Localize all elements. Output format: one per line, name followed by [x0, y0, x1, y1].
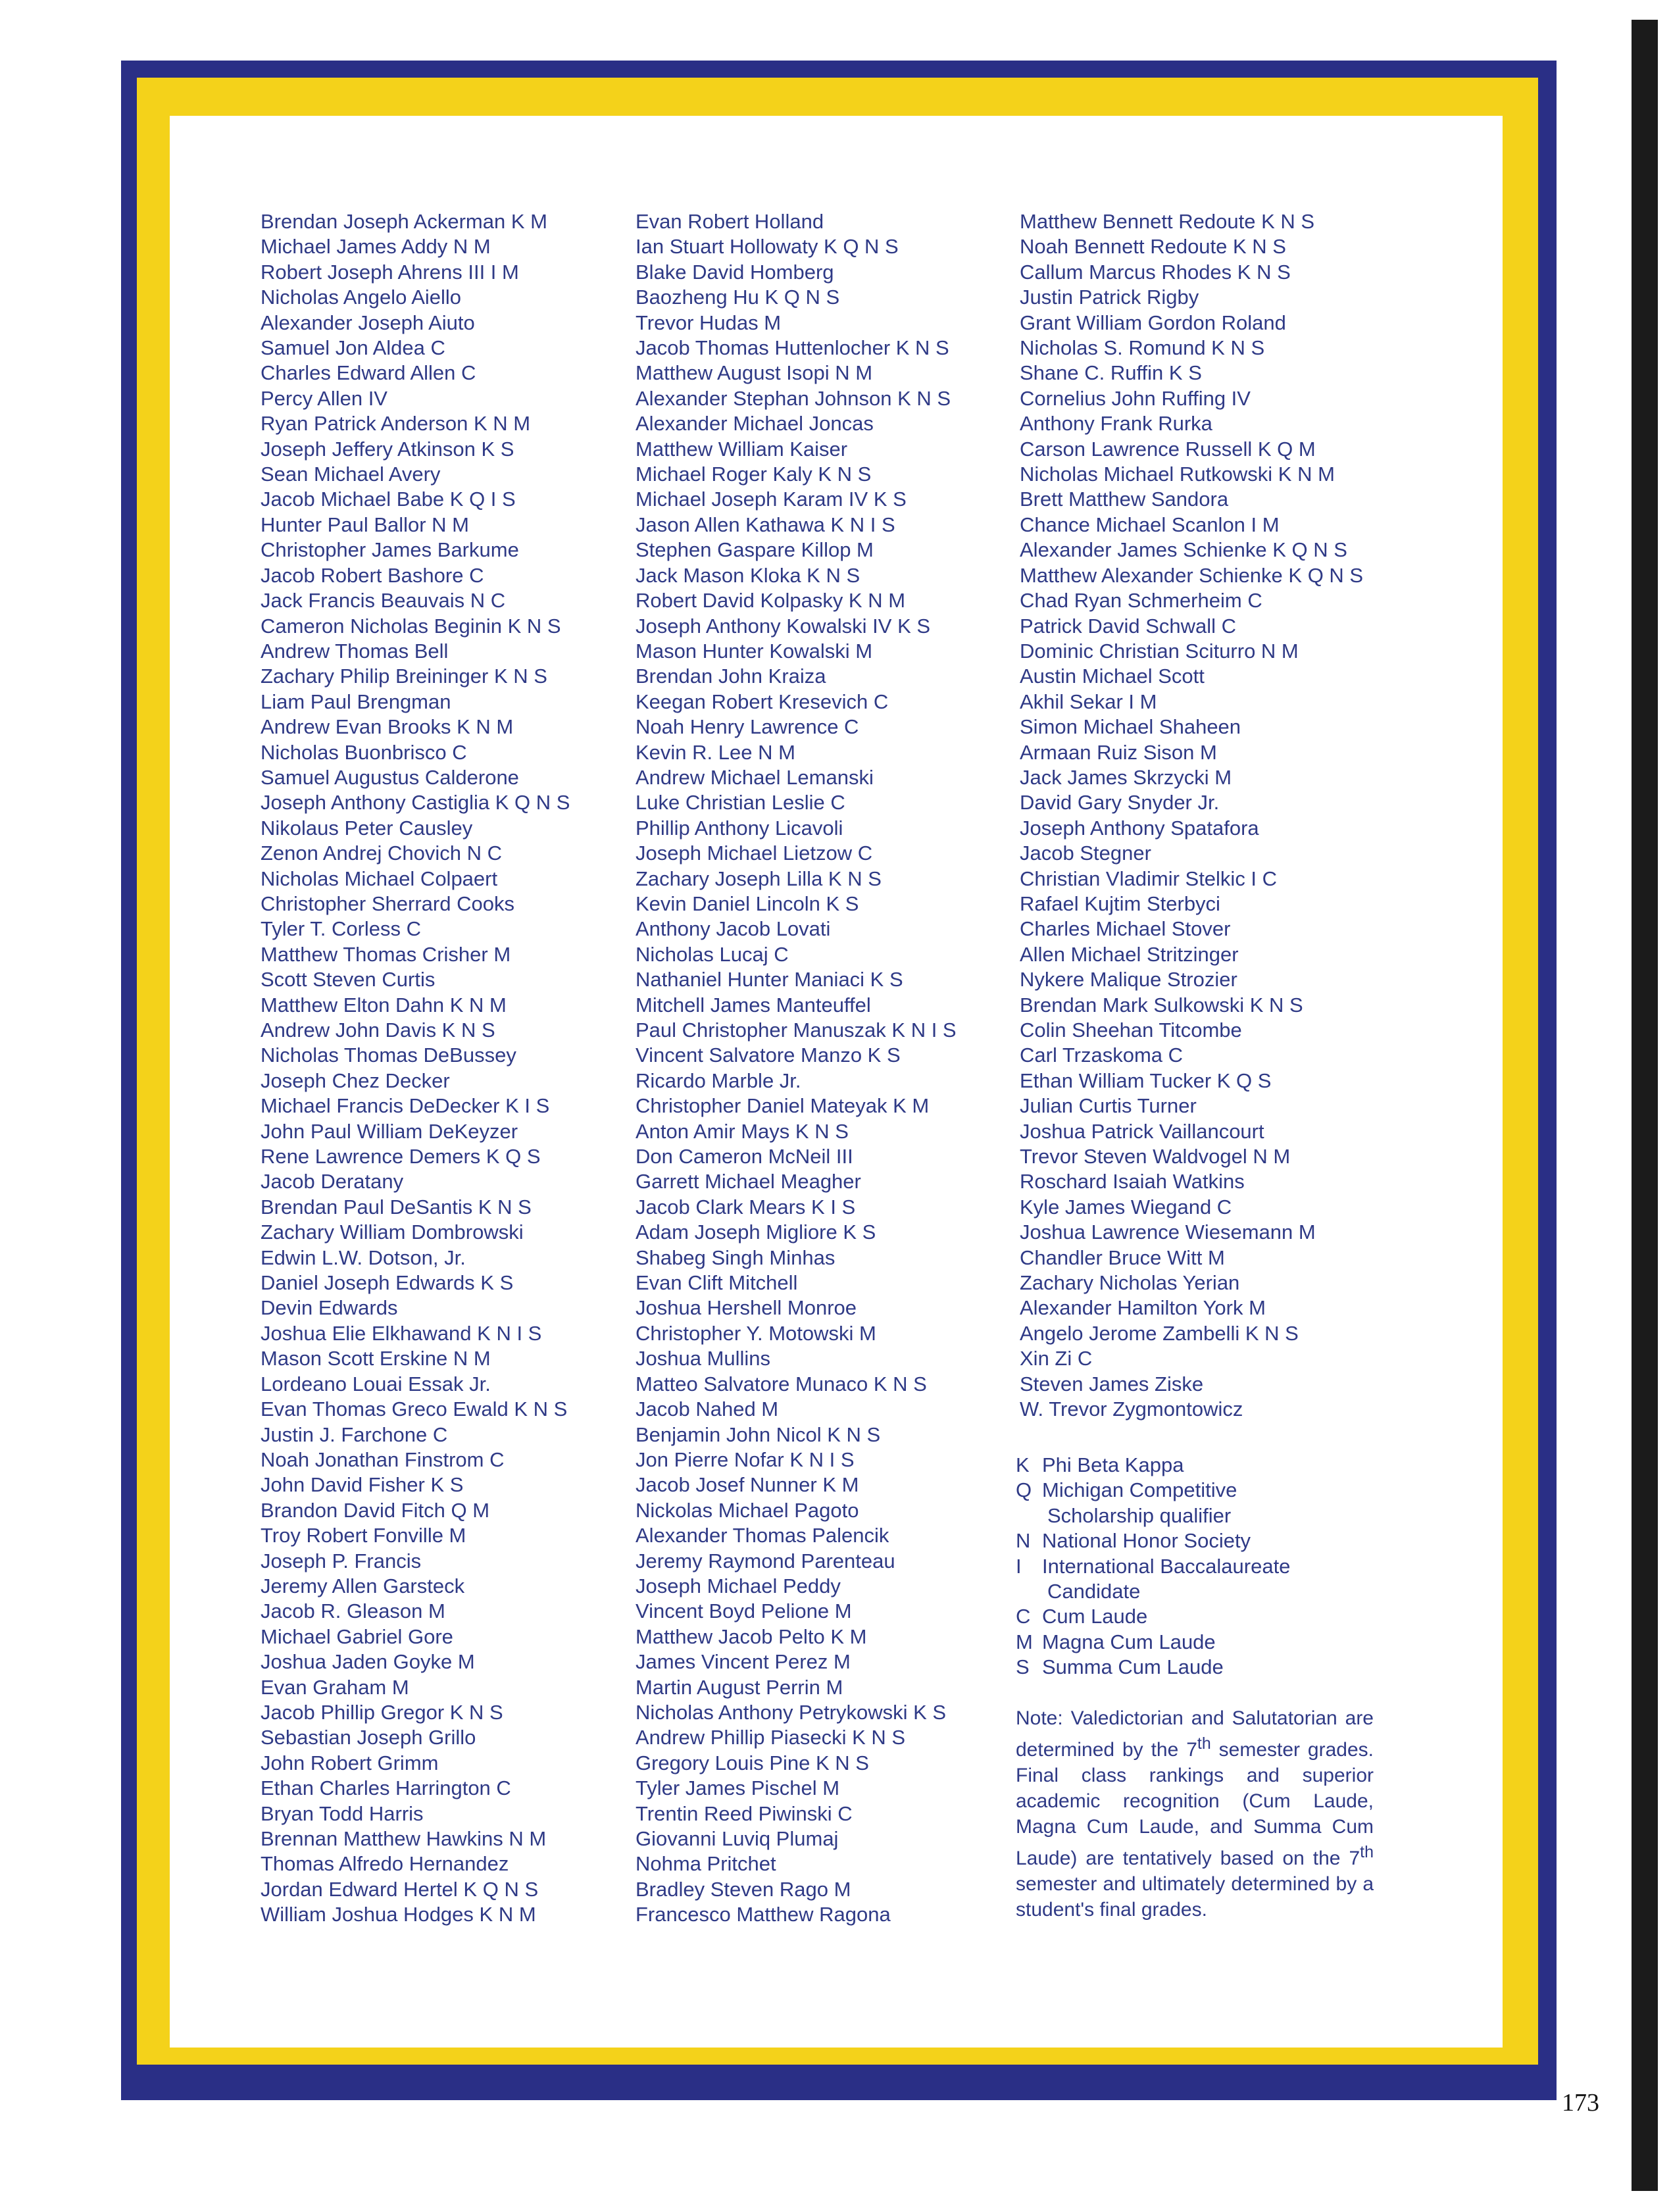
honoree-name: Don Cameron McNeil III	[636, 1145, 853, 1169]
honoree-name: James Vincent Perez M	[636, 1650, 851, 1674]
honoree-name: Chandler Bruce Witt M	[1020, 1245, 1225, 1269]
honoree-name: Christopher Y. Motowski M	[636, 1321, 876, 1345]
legend-code: N	[1016, 1529, 1031, 1553]
honoree-name: Jordan Edward Hertel K Q N S	[261, 1877, 539, 1901]
honoree-name: Joshua Lawrence Wiesemann M	[1020, 1220, 1316, 1244]
honoree-name: Jacob Stegner	[1020, 842, 1151, 865]
honoree-name: Blake David Homberg	[636, 260, 834, 284]
honoree-name: Edwin L.W. Dotson, Jr.	[261, 1245, 466, 1269]
honoree-name: Alexander James Schienke K Q N S	[1020, 538, 1347, 562]
honoree-name: Brennan Matthew Hawkins N M	[261, 1827, 547, 1850]
honoree-name: Carson Lawrence Russell K Q M	[1020, 437, 1316, 461]
honoree-name: Nohma Pritchet	[636, 1852, 776, 1876]
honoree-name: Jacob Nahed M	[636, 1397, 779, 1421]
honoree-name: Jack Francis Beauvais N C	[261, 589, 506, 613]
honoree-name: Joseph Michael Peddy	[636, 1574, 841, 1597]
honoree-name: Mason Scott Erskine N M	[261, 1347, 491, 1370]
legend-item	[1016, 1655, 1290, 1680]
legend-item	[1016, 1604, 1290, 1629]
honoree-name: Zachary Philip Breininger K N S	[261, 665, 547, 688]
honoree-name: Colin Sheehan Titcombe	[1020, 1018, 1242, 1042]
honoree-name: Matthew Jacob Pelto K M	[636, 1624, 867, 1648]
legend-code: S	[1016, 1655, 1030, 1679]
honoree-name: Akhil Sekar I M	[1020, 690, 1157, 713]
honoree-name: Rafael Kujtim Sterbyci	[1020, 892, 1220, 915]
legend-code: C	[1016, 1605, 1031, 1628]
honoree-name: Giovanni Luviq Plumaj	[636, 1827, 839, 1850]
legend-item	[1016, 1630, 1290, 1655]
honoree-name: Hunter Paul Ballor N M	[261, 513, 470, 536]
honoree-name: Jacob Robert Bashore C	[261, 563, 484, 587]
honoree-name: Trentin Reed Piwinski C	[636, 1801, 853, 1825]
honoree-name: Matthew Thomas Crisher M	[261, 942, 511, 966]
honoree-name: Allen Michael Stritzinger	[1020, 942, 1239, 966]
honoree-name: John David Fisher K S	[261, 1473, 464, 1497]
honoree-name: Alexander Michael Joncas	[636, 412, 874, 436]
honoree-name: Simon Michael Shaheen	[1020, 715, 1241, 739]
honoree-name: Evan Thomas Greco Ewald K N S	[261, 1397, 568, 1421]
honoree-name: Alexander Thomas Palencik	[636, 1524, 889, 1547]
honoree-name: Zachary William Dombrowski	[261, 1220, 524, 1244]
honoree-name: Jacob Thomas Huttenlocher K N S	[636, 336, 949, 360]
honoree-name: Kyle James Wiegand C	[1020, 1195, 1232, 1219]
legend-desc-cont: Candidate	[1047, 1580, 1141, 1603]
honoree-name: Charles Edward Allen C	[261, 361, 476, 385]
honoree-name: Michael Roger Kaly K N S	[636, 463, 872, 486]
honoree-name: Nikolaus Peter Causley	[261, 816, 473, 840]
honoree-name: Adam Joseph Migliore K S	[636, 1220, 876, 1244]
honoree-name: Chance Michael Scanlon I M	[1020, 513, 1280, 536]
honoree-name: Daniel Joseph Edwards K S	[261, 1271, 514, 1295]
legend-desc: National Honor Society	[1042, 1529, 1251, 1553]
legend-item	[1016, 1528, 1290, 1553]
honoree-name: Noah Bennett Redoute K N S	[1020, 235, 1286, 259]
honoree-name: Martin August Perrin M	[636, 1675, 843, 1699]
honoree-name: Evan Robert Holland	[636, 210, 824, 233]
honoree-name: Rene Lawrence Demers K Q S	[261, 1145, 541, 1169]
honoree-name: Jacob Clark Mears K I S	[636, 1195, 856, 1219]
name-column-2	[636, 209, 957, 1928]
honoree-name: Trevor Hudas M	[636, 311, 782, 334]
legend-code: K	[1016, 1453, 1030, 1476]
legend-code: Q	[1016, 1478, 1032, 1502]
honoree-name: Benjamin John Nicol K N S	[636, 1422, 881, 1446]
honoree-name: Ryan Patrick Anderson K N M	[261, 412, 531, 436]
honoree-name: Christopher Sherrard Cooks	[261, 892, 514, 915]
honoree-name: Andrew Michael Lemanski	[636, 765, 874, 789]
honoree-name: Andrew Evan Brooks K N M	[261, 715, 514, 739]
honoree-name: Nicholas Michael Rutkowski K N M	[1020, 463, 1335, 486]
honoree-name: Jeremy Raymond Parenteau	[636, 1549, 895, 1572]
honoree-name: Michael Joseph Karam IV K S	[636, 488, 907, 511]
honoree-name: Nicholas Anthony Petrykowski K S	[636, 1700, 947, 1724]
honoree-name: Matteo Salvatore Munaco K N S	[636, 1372, 927, 1395]
honoree-name: Angelo Jerome Zambelli K N S	[1020, 1321, 1299, 1345]
honoree-name: Jacob Josef Nunner K M	[636, 1473, 859, 1497]
honoree-name: Jack James Skrzycki M	[1020, 765, 1232, 789]
honoree-name: Nickolas Michael Pagoto	[636, 1498, 859, 1522]
legend-item	[1016, 1478, 1290, 1528]
honoree-name: Alexander Hamilton York M	[1020, 1296, 1266, 1320]
honoree-name: Jeremy Allen Garsteck	[261, 1574, 465, 1597]
honoree-name: Alexander Stephan Johnson K N S	[636, 386, 951, 410]
honoree-name: Anton Amir Mays K N S	[636, 1119, 849, 1143]
honoree-name: Julian Curtis Turner	[1020, 1094, 1197, 1118]
honoree-name: Brendan Joseph Ackerman K M	[261, 210, 547, 233]
honoree-name: Francesco Matthew Ragona	[636, 1903, 891, 1926]
honoree-name: Stephen Gaspare Killop M	[636, 538, 874, 562]
legend-desc: Michigan Competitive	[1042, 1478, 1237, 1502]
honoree-name: Brett Matthew Sandora	[1020, 488, 1229, 511]
honoree-name: Ethan Charles Harrington C	[261, 1776, 511, 1800]
honoree-name: Vincent Boyd Pelione M	[636, 1599, 852, 1623]
honoree-name: Andrew Thomas Bell	[261, 639, 449, 663]
legend-desc: Phi Beta Kappa	[1042, 1453, 1184, 1476]
honoree-name: Ricardo Marble Jr.	[636, 1068, 801, 1092]
honoree-name: Kevin Daniel Lincoln K S	[636, 892, 859, 915]
honoree-name: Joseph Anthony Spatafora	[1020, 816, 1259, 840]
scan-edge-bar	[1632, 20, 1658, 2191]
honoree-name: Jacob Phillip Gregor K N S	[261, 1700, 503, 1724]
honoree-name: Christopher James Barkume	[261, 538, 519, 562]
honoree-name: Zenon Andrej Chovich N C	[261, 842, 503, 865]
name-column-1	[261, 209, 570, 1928]
honoree-name: Grant William Gordon Roland	[1020, 311, 1286, 334]
honoree-name: Ethan William Tucker K Q S	[1020, 1068, 1272, 1092]
honoree-name: Alexander Joseph Aiuto	[261, 311, 475, 334]
honoree-name: Nicholas Lucaj C	[636, 942, 789, 966]
honoree-name: Baozheng Hu K Q N S	[636, 286, 840, 309]
legend-desc: Summa Cum Laude	[1042, 1655, 1224, 1679]
honoree-name: Samuel Augustus Calderone	[261, 765, 519, 789]
honoree-name: Joseph Anthony Castiglia K Q N S	[261, 791, 570, 815]
honoree-name: David Gary Snyder Jr.	[1020, 791, 1220, 815]
honoree-name: Andrew Phillip Piasecki K N S	[636, 1726, 906, 1749]
honoree-name: Gregory Louis Pine K N S	[636, 1751, 869, 1774]
honoree-name: Liam Paul Brengman	[261, 690, 451, 713]
honoree-name: Mason Hunter Kowalski M	[636, 639, 873, 663]
honoree-name: Sean Michael Avery	[261, 463, 441, 486]
honoree-name: Anthony Jacob Lovati	[636, 917, 831, 941]
note-text-3: semester and ultimately determined by a student's final grades.	[1016, 1873, 1374, 1921]
honoree-name: Anthony Frank Rurka	[1020, 412, 1212, 436]
honoree-name: Jacob R. Gleason M	[261, 1599, 445, 1623]
honoree-name: Joshua Jaden Goyke M	[261, 1650, 475, 1674]
honoree-name: Joshua Elie Elkhawand K N I S	[261, 1321, 542, 1345]
honoree-name: Keegan Robert Kresevich C	[636, 690, 889, 713]
honoree-name: Kevin R. Lee N M	[636, 740, 795, 764]
legend-desc-cont: Scholarship qualifier	[1047, 1503, 1232, 1527]
legend-code: I	[1016, 1554, 1022, 1578]
legend-desc: Magna Cum Laude	[1042, 1630, 1216, 1653]
honoree-name: Steven James Ziske	[1020, 1372, 1204, 1395]
note-text-2: semester grades. Final class rankings and superior academic recognition (Cum Laude, Magna Cum Laude, and Summa Cum Laude) are tentatively based on the 7	[1016, 1739, 1374, 1869]
honoree-name: Matthew William Kaiser	[636, 437, 848, 461]
honoree-name: Chad Ryan Schmerheim C	[1020, 589, 1262, 613]
honoree-name: William Joshua Hodges K N M	[261, 1903, 536, 1926]
honoree-name: Nicholas Angelo Aiello	[261, 286, 462, 309]
honoree-name: Brendan John Kraiza	[636, 665, 826, 688]
honoree-name: Shane C. Ruffin K S	[1020, 361, 1202, 385]
honoree-name: Brendan Mark Sulkowski K N S	[1020, 993, 1303, 1017]
honoree-name: Scott Steven Curtis	[261, 968, 436, 992]
legend-item	[1016, 1554, 1290, 1605]
honoree-name: Matthew Bennett Redoute K N S	[1020, 210, 1315, 233]
honoree-name: Callum Marcus Rhodes K N S	[1020, 260, 1291, 284]
honoree-name: Evan Graham M	[261, 1675, 409, 1699]
honoree-name: Charles Michael Stover	[1020, 917, 1231, 941]
name-column-3	[1020, 209, 1363, 1422]
honoree-name: Jon Pierre Nofar K N I S	[636, 1447, 855, 1471]
honoree-name: Christopher Daniel Mateyak K M	[636, 1094, 930, 1118]
honoree-name: Evan Clift Mitchell	[636, 1271, 798, 1295]
honoree-name: Joseph Anthony Kowalski IV K S	[636, 614, 931, 638]
honoree-name: Joseph Jeffery Atkinson K S	[261, 437, 514, 461]
honoree-name: Ian Stuart Hollowaty K Q N S	[636, 235, 899, 259]
honoree-name: Dominic Christian Sciturro N M	[1020, 639, 1299, 663]
honoree-name: Tyler James Pischel M	[636, 1776, 840, 1800]
honoree-name: Jacob Deratany	[261, 1170, 404, 1194]
honoree-name: John Robert Grimm	[261, 1751, 439, 1774]
honoree-name: Justin Patrick Rigby	[1020, 286, 1199, 309]
honoree-name: Matthew Elton Dahn K N M	[261, 993, 507, 1017]
honoree-name: Jack Mason Kloka K N S	[636, 563, 860, 587]
honoree-name: Robert David Kolpasky K N M	[636, 589, 906, 613]
honoree-name: Michael Francis DeDecker K I S	[261, 1094, 550, 1118]
honoree-name: Luke Christian Leslie C	[636, 791, 845, 815]
honoree-name: Armaan Ruiz Sison M	[1020, 740, 1217, 764]
honoree-name: Michael Gabriel Gore	[261, 1624, 453, 1648]
honoree-name: Matthew August Isopi N M	[636, 361, 873, 385]
honoree-name: Sebastian Joseph Grillo	[261, 1726, 476, 1749]
honoree-name: Christian Vladimir Stelkic I C	[1020, 867, 1278, 890]
page-number: 173	[1562, 2089, 1599, 2117]
honoree-name: Phillip Anthony Licavoli	[636, 816, 843, 840]
honoree-name: Joseph P. Francis	[261, 1549, 422, 1572]
note-text-1: Note: Valedictorian and Salutatorian are determined by the 7	[1016, 1707, 1374, 1761]
honoree-name: Tyler T. Corless C	[261, 917, 422, 941]
honoree-name: Noah Jonathan Finstrom C	[261, 1447, 505, 1471]
honoree-name: Nykere Malique Strozier	[1020, 968, 1237, 992]
honoree-name: Roschard Isaiah Watkins	[1020, 1170, 1245, 1194]
honoree-name: Nicholas Michael Colpaert	[261, 867, 498, 890]
legend-item	[1016, 1453, 1290, 1478]
honoree-name: Paul Christopher Manuszak K N I S	[636, 1018, 957, 1042]
honoree-name: Joseph Michael Lietzow C	[636, 842, 873, 865]
legend-desc: Cum Laude	[1042, 1605, 1148, 1628]
honoree-name: Justin J. Farchone C	[261, 1422, 448, 1446]
honoree-name: Samuel Jon Aldea C	[261, 336, 445, 360]
honoree-name: Noah Henry Lawrence C	[636, 715, 859, 739]
honoree-name: Joseph Chez Decker	[261, 1068, 450, 1092]
honoree-name: Carl Trzaskoma C	[1020, 1043, 1184, 1067]
honoree-name: Brandon David Fitch Q M	[261, 1498, 490, 1522]
honoree-name: Cornelius John Ruffing IV	[1020, 386, 1251, 410]
honoree-name: Shabeg Singh Minhas	[636, 1245, 836, 1269]
legend-code: M	[1016, 1630, 1033, 1653]
honoree-name: Nicholas S. Romund K N S	[1020, 336, 1265, 360]
note-superscript-2: th	[1360, 1843, 1374, 1861]
note-superscript-1: th	[1197, 1734, 1211, 1753]
honoree-name: Mitchell James Manteuffel	[636, 993, 871, 1017]
honoree-name: Michael James Addy N M	[261, 235, 491, 259]
legend-desc: International Baccalaureate	[1042, 1554, 1291, 1578]
honoree-name: Brendan Paul DeSantis K N S	[261, 1195, 532, 1219]
honoree-name: Joshua Mullins	[636, 1347, 771, 1370]
honoree-name: Zachary Joseph Lilla K N S	[636, 867, 882, 890]
honoree-name: Joshua Hershell Monroe	[636, 1296, 857, 1320]
honoree-name: Percy Allen IV	[261, 386, 387, 410]
honoree-name: Patrick David Schwall C	[1020, 614, 1237, 638]
rankings-note	[1016, 1705, 1374, 1923]
honoree-name: Austin Michael Scott	[1020, 665, 1205, 688]
honoree-name: Jacob Michael Babe K Q I S	[261, 488, 516, 511]
honoree-name: Zachary Nicholas Yerian	[1020, 1271, 1240, 1295]
honoree-name: John Paul William DeKeyzer	[261, 1119, 518, 1143]
honoree-name: Nicholas Thomas DeBussey	[261, 1043, 516, 1067]
honoree-name: Nicholas Buonbrisco C	[261, 740, 467, 764]
honoree-name: Lordeano Louai Essak Jr.	[261, 1372, 491, 1395]
honoree-name: Bryan Todd Harris	[261, 1801, 424, 1825]
honoree-name: Joshua Patrick Vaillancourt	[1020, 1119, 1264, 1143]
honoree-name: W. Trevor Zygmontowicz	[1020, 1397, 1243, 1421]
honoree-name: Troy Robert Fonville M	[261, 1524, 466, 1547]
honoree-name: Andrew John Davis K N S	[261, 1018, 495, 1042]
honoree-name: Jason Allen Kathawa K N I S	[636, 513, 895, 536]
honoree-name: Nathaniel Hunter Maniaci K S	[636, 968, 903, 992]
honoree-name: Xin Zi C	[1020, 1347, 1093, 1370]
honoree-name: Garrett Michael Meagher	[636, 1170, 861, 1194]
honoree-name: Vincent Salvatore Manzo K S	[636, 1043, 901, 1067]
honoree-name: Cameron Nicholas Beginin K N S	[261, 614, 561, 638]
honoree-name: Thomas Alfredo Hernandez	[261, 1852, 509, 1876]
honoree-name: Bradley Steven Rago M	[636, 1877, 851, 1901]
honoree-name: Trevor Steven Waldvogel N M	[1020, 1145, 1291, 1169]
honors-legend	[1016, 1453, 1290, 1680]
honoree-name: Matthew Alexander Schienke K Q N S	[1020, 563, 1364, 587]
honoree-name: Robert Joseph Ahrens III I M	[261, 260, 519, 284]
honoree-name: Devin Edwards	[261, 1296, 398, 1320]
